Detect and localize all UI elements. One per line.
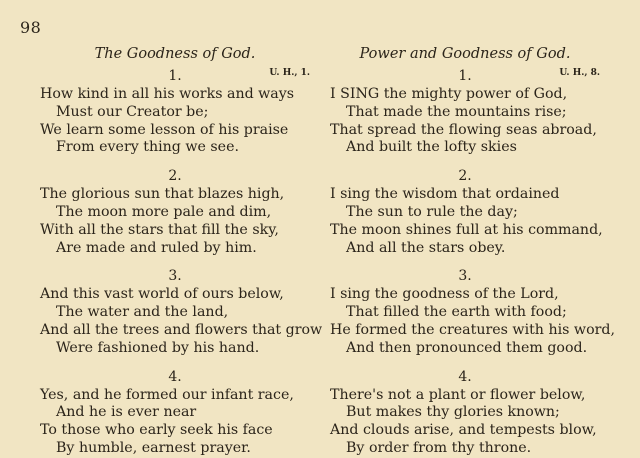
verse-line: By humble, earnest prayer. [56, 439, 251, 456]
verse-line: By order from thy throne. [346, 439, 532, 456]
stanza-number: 1. [458, 68, 472, 84]
verse-line: That spread the flowing seas abroad, [330, 121, 597, 138]
stanza-number: 1. [168, 68, 182, 84]
verse-line: That filled the earth with food; [346, 304, 567, 321]
left-hymn-title: The Goodness of God. [94, 46, 256, 62]
stanza-number: 3. [168, 268, 182, 285]
right-stanza-1 [330, 68, 600, 157]
verse-line: And all the stars obey. [346, 239, 506, 256]
right-stanza-4 [330, 369, 600, 458]
stanza-number: 3. [458, 268, 472, 285]
verse-line: And clouds arise, and tempests blow, [330, 422, 597, 439]
left-stanza-3 [40, 268, 323, 357]
verse-line: He formed the creatures with his word, [330, 321, 615, 338]
verse-line: The sun to rule the day; [346, 203, 518, 220]
left-meter: U. H., 1. [269, 68, 310, 78]
verse-line: The moon more pale and dim, [56, 203, 272, 220]
right-meter: U. H., 8. [559, 68, 600, 78]
right-hymn [330, 46, 615, 458]
verse-line: How kind in all his works and ways [40, 86, 295, 102]
verse-line: The moon shines full at his command, [330, 221, 603, 238]
verse-line: The water and the land, [56, 304, 229, 321]
verse-line: I SING the mighty power of God, [330, 86, 568, 102]
verse-line: The glorious sun that blazes high, [40, 186, 285, 203]
left-hymn [40, 46, 323, 458]
verse-line: And this vast world of ours below, [40, 286, 284, 303]
stanza-number: 4. [458, 368, 472, 385]
left-stanza-4 [40, 369, 310, 458]
verse-line: From every thing we see. [56, 139, 239, 156]
verse-line: Were fashioned by his hand. [56, 339, 260, 356]
stanza-number: 4. [168, 368, 182, 385]
verse-line: Are made and ruled by him. [56, 239, 257, 256]
verse-line: I sing the wisdom that ordained [330, 186, 560, 203]
right-stanza-2 [330, 168, 603, 257]
verse-line: There's not a plant or flower below, [330, 386, 586, 403]
stanza-number: 2. [458, 168, 472, 185]
stanza-number: 2. [168, 168, 182, 185]
verse-line: We learn some lesson of his praise [40, 121, 289, 138]
verse-line: Yes, and he formed our infant race, [40, 386, 294, 403]
verse-line: And he is ever near [56, 404, 197, 421]
verse-line: Must our Creator be; [56, 103, 209, 120]
verse-line: With all the stars that fill the sky, [40, 221, 279, 238]
verse-line: And all the trees and flowers that grow [40, 321, 323, 338]
verse-line: And then pronounced them good. [346, 339, 588, 356]
left-stanza-2 [40, 168, 310, 257]
verse-line: But makes thy glories known; [346, 404, 560, 421]
verse-line: To those who early seek his face [40, 422, 273, 439]
page-number: 98 [20, 18, 42, 37]
verse-line: That made the mountains rise; [346, 103, 567, 120]
right-hymn-title: Power and Goodness of God. [359, 46, 571, 62]
left-stanza-1 [40, 68, 310, 157]
verse-line: And built the lofty skies [346, 139, 517, 156]
right-stanza-3 [330, 268, 615, 357]
verse-line: I sing the goodness of the Lord, [330, 286, 559, 303]
